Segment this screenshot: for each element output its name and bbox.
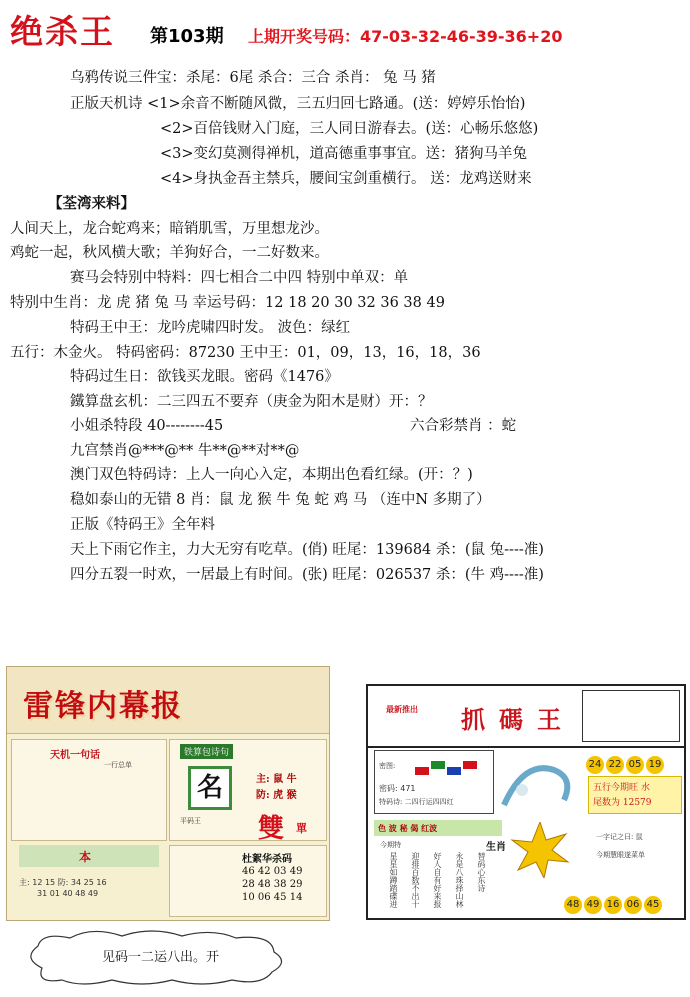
text-line: <4>身执金吾主禁兵，腰间宝剑重横行。 送：龙鸡送财来 [160, 171, 532, 187]
ball: 22 [606, 756, 624, 774]
kill-row: 46 42 03 49 [242, 866, 303, 877]
section-heading: 【荃湾来料】 [48, 195, 135, 212]
tianji-sub: 一行总单 [104, 761, 132, 769]
panel-title: 抓碼王 [461, 705, 575, 734]
text-line: 正版《特码王》全年料 [70, 517, 215, 533]
ball: 24 [586, 756, 604, 774]
new-tag: 最新推出 [386, 704, 418, 714]
kill-title: 杜絮华杀码 [242, 854, 292, 865]
secret-box [374, 750, 494, 814]
poem-left: 今期特 [380, 841, 401, 849]
pingma-label: 平码王 [180, 817, 201, 825]
poem-col: 替码心东诗 [477, 852, 486, 892]
tianji-box [11, 739, 167, 841]
text-line: 鐵算盘玄机：二三四五不要弃（庚金为阳木是财）开：？ [70, 394, 433, 410]
tiesuan-title: 铁算包诗句 [180, 744, 233, 759]
ming-char: 名 [188, 766, 232, 810]
poem-col: 星星如蹲踏碟进 [389, 852, 398, 908]
shuang-char: 雙 [258, 814, 285, 844]
bottom-balls [564, 892, 664, 914]
secret-logo-icon [415, 757, 485, 779]
cloud-text: 见码一二运八出。开 [102, 950, 220, 965]
secret-code: 密码: 471 [379, 784, 416, 793]
text-line: 赛马会特别中特料：四七相合二中四 特别中单双：单 [70, 270, 409, 286]
text-line: 天上下雨它作主，力大无穷有吃草。(俏) 旺尾：139684 杀：(鼠 兔----准) [70, 542, 544, 558]
secret-label: 密图: [379, 762, 396, 770]
text-line: 人间天上，龙合蛇鸡来；暗销肌雪，万里想龙沙。 [10, 221, 329, 237]
wuxing-box [588, 776, 682, 814]
last-draw-numbers: 上期开奖号码：47-03-32-46-39-36+20 [248, 27, 563, 46]
text-line: 鸡蛇一起，秋风横大歌；羊狗好合，一二好数来。 [10, 245, 329, 261]
leifeng-panel [6, 666, 330, 921]
starburst-icon [510, 822, 570, 878]
text-line: 九宫禁肖@***@** 牛**@**对**@ [70, 443, 300, 459]
ball: 49 [584, 896, 602, 914]
wuxing-text: 五行今期旺 水 [593, 783, 650, 793]
guard-label: 防: 虎 猴 [256, 790, 297, 801]
kill-row: 28 48 38 29 [242, 879, 303, 890]
ball: 19 [646, 756, 664, 774]
ball: 48 [564, 896, 582, 914]
issue-number: 第103期 [150, 26, 224, 47]
tianji-title: 天机一句话 [50, 750, 100, 761]
text-line: 特码王中王：龙吟虎啸四时发。 波色：绿红 [70, 320, 351, 336]
kill-code-box [169, 845, 327, 917]
panel-title: 雷锋内幕报 [23, 689, 183, 724]
illustration [494, 750, 582, 812]
kill-row: 10 06 45 14 [242, 892, 303, 903]
header [0, 0, 690, 60]
left-small-numbers-2: 31 01 40 48 49 [37, 889, 99, 898]
text-line: 稳如泰山的无错 8 肖：鼠 龙 猴 牛 兔 蛇 鸡 马 （连中N 多期了） [70, 492, 491, 508]
text-line: 乌鸦传说三件宝：杀尾：6尾 杀合：三合 杀肖： 兔 马 猪 [70, 70, 436, 86]
text-line: 五行：木金火。 特码密码：87230 王中王：01，09，13，16，18，36 [10, 345, 481, 361]
ball: 16 [604, 896, 622, 914]
text-line: 正版天机诗 <1>余音不断随风微，三五归回七路通。(送：婷婷乐怡怡) [70, 96, 526, 112]
tiesuan-box [169, 739, 327, 844]
text-line: <3>变幻莫测得禅机，道高德重事事宜。送：猪狗马羊兔 [160, 146, 528, 162]
shengxiao-label: 生肖 [486, 842, 506, 853]
green-bar [19, 845, 159, 867]
text-line: <2>百倍钱财入门庭，三人同日游春去。(送：心畅乐悠悠) [160, 121, 539, 137]
zhuamawang-panel [366, 684, 686, 920]
note-two: 今期慧眼遂菜单 [596, 851, 645, 859]
ball: 05 [626, 756, 644, 774]
left-small-numbers: 主: 12 15 防: 34 25 16 [19, 878, 107, 887]
text-line: 六合彩禁肖 ：蛇 [410, 418, 517, 434]
ball: 45 [644, 896, 662, 914]
special-poem: 特码诗: 二四行运四四红 [379, 798, 454, 806]
text-line: 特别中生肖：龙 虎 猪 兔 马 幸运号码：12 18 20 30 32 36 38 49 [10, 295, 445, 311]
note-one: 一字记之曰: 鼠 [596, 833, 643, 841]
poem-col: 迎排百数不出十 [411, 852, 420, 908]
main-label: 主: 鼠 牛 [256, 774, 297, 785]
ben-label: 本 [79, 850, 92, 864]
ball: 06 [624, 896, 642, 914]
text-line: 特码过生日：欲钱买龙眼。密码《1476》 [70, 369, 339, 385]
brand-title: 绝杀王 [10, 12, 115, 51]
elephant-icon [494, 750, 582, 812]
blank-box [582, 690, 680, 742]
color-row: 色 波 秘 偈 红波 [374, 820, 502, 836]
tail-text: 尾数为 12579 [593, 798, 652, 808]
poem-col: 永是八珠择山林 [455, 852, 464, 908]
panel-topbar [368, 686, 684, 748]
text-line: 四分五裂一时欢，一居最上有时间。(张) 旺尾：026537 杀：(牛 鸡----准) [70, 567, 544, 583]
top-balls [586, 752, 666, 774]
text-line: 澳门双色特码诗：上人一向心入定，本期出色看红绿。(开：？) [70, 467, 473, 483]
dan-char: 單 [296, 822, 307, 835]
text-line: 小姐杀特段 40--------45 [70, 418, 224, 434]
poem-col: 好人自有好来报 [433, 852, 442, 908]
